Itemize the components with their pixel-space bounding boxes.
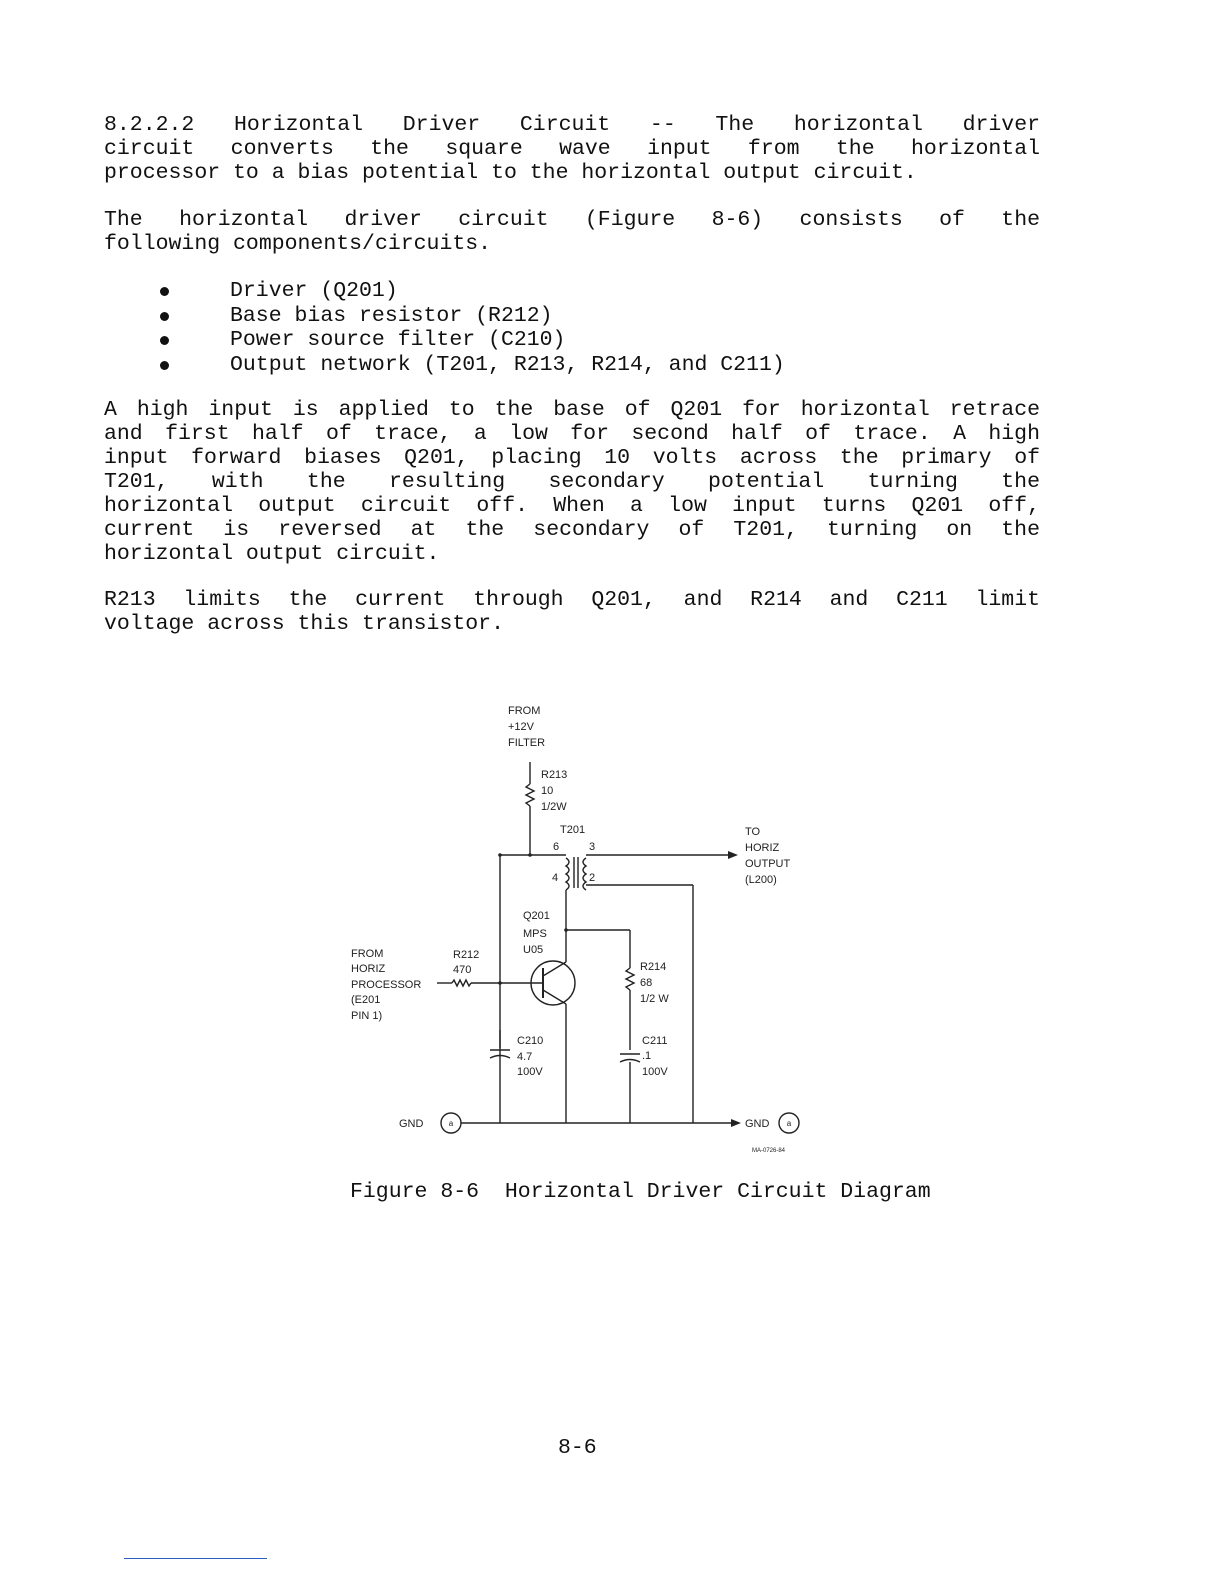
arrow-head-icon [731,1119,741,1127]
to-output-label: TO [745,826,761,838]
arrow-head-icon [728,851,738,859]
figure-caption: Figure 8-6 Horizontal Driver Circuit Diagram [350,1180,931,1204]
c211-label: 100V [642,1066,668,1078]
list-item-text: Base bias resistor (R212) [230,303,553,328]
list-item-text: Driver (Q201) [230,279,398,303]
r213-label: 1/2W [541,801,567,813]
text-line: A high input is applied to the base of Q201 for horizontal retrace [104,398,1040,422]
c211-plate [620,1060,640,1063]
t201-label: T201 [560,824,586,836]
text-line: input forward biases Q201, placing 10 volts across the primary of [104,446,1040,470]
text-line: T201, with the resulting secondary potential turning the [104,470,1040,494]
c211-label: C211 [642,1035,668,1047]
from-processor-label: (E201 [351,994,381,1006]
text-line: horizontal output circuit off. When a low input turns Q201 off, [104,494,1040,518]
r214-resistor-symbol [626,968,634,990]
r214-label: 1/2 W [640,993,669,1005]
q201-emitter [543,990,566,1004]
q201-label: U05 [523,944,544,956]
c211-label: .1 [642,1050,652,1062]
text-line: following components/circuits. [104,232,492,256]
from-processor-label: PIN 1) [351,1010,383,1022]
c210-label: 100V [517,1066,543,1078]
q201-label: Q201 [523,910,550,922]
from-filter-label: FROM [508,705,541,717]
r214-label: 68 [640,977,653,989]
from-processor-label: PROCESSOR [351,979,422,991]
q201-label: MPS [523,928,547,940]
text-line: voltage across this transistor. [104,612,504,636]
r214-label: R214 [640,961,667,973]
t201-primary-coil [558,855,569,890]
list-item-text: Power source filter (C210) [230,328,566,352]
text-line: R213 limits the current through Q201, and R214 and C211 limit [104,588,1040,612]
figure-ref-code: MA-0726-84 [752,1148,786,1154]
r213-label: 10 [541,785,554,797]
r212-label: R212 [453,949,480,961]
from-filter-label: FILTER [508,737,546,749]
list-item-text: Output network (T201, R213, R214, and C211) [230,352,785,377]
junction-dot [498,981,502,985]
text-line: current is reversed at the secondary of T201, turning on the [104,518,1040,542]
t201-pin-label: 4 [552,872,559,884]
t201-secondary-coil [583,858,586,890]
q201-collector [543,962,566,976]
from-processor-label: FROM [351,948,384,960]
gnd-mark-label: a [448,1119,454,1128]
junction-dot [528,853,532,857]
t201-pin-label: 6 [553,841,560,853]
junction-dot [498,853,502,857]
gnd-mark-label: a [786,1119,792,1128]
to-output-label: HORIZ [745,842,780,854]
c210-label: 4.7 [517,1051,533,1063]
c210-label: C210 [517,1035,544,1047]
text-line: horizontal output circuit. [104,542,440,566]
text-line: The horizontal driver circuit (Figure 8-6) consists of the [104,208,1040,232]
page-number: 8-6 [558,1436,597,1460]
r212-label: 470 [453,964,472,976]
junction-dot [564,928,568,932]
to-output-label: (L200) [745,874,777,886]
t201-pin-label: 2 [589,872,596,884]
text-line: circuit converts the square wave input from the horizontal [104,137,1040,161]
gnd-left-label: GND [399,1118,424,1130]
from-filter-label: +12V [508,721,534,733]
r213-label: R213 [541,769,568,781]
r212-resistor-symbol [452,980,471,986]
to-output-label: OUTPUT [745,858,791,870]
gnd-right-label: GND [745,1118,770,1130]
footer-rule [124,1558,267,1559]
from-processor-label: HORIZ [351,963,386,975]
text-line: and first half of trace, a low for second half of trace. A high [104,422,1040,446]
t201-pin-label: 3 [589,841,596,853]
text-line: 8.2.2.2 Horizontal Driver Circuit -- The horizontal driver [104,113,1040,137]
r213-resistor-symbol [526,784,534,806]
text-line: processor to a bias potential to the horizontal output circuit. [104,161,917,185]
